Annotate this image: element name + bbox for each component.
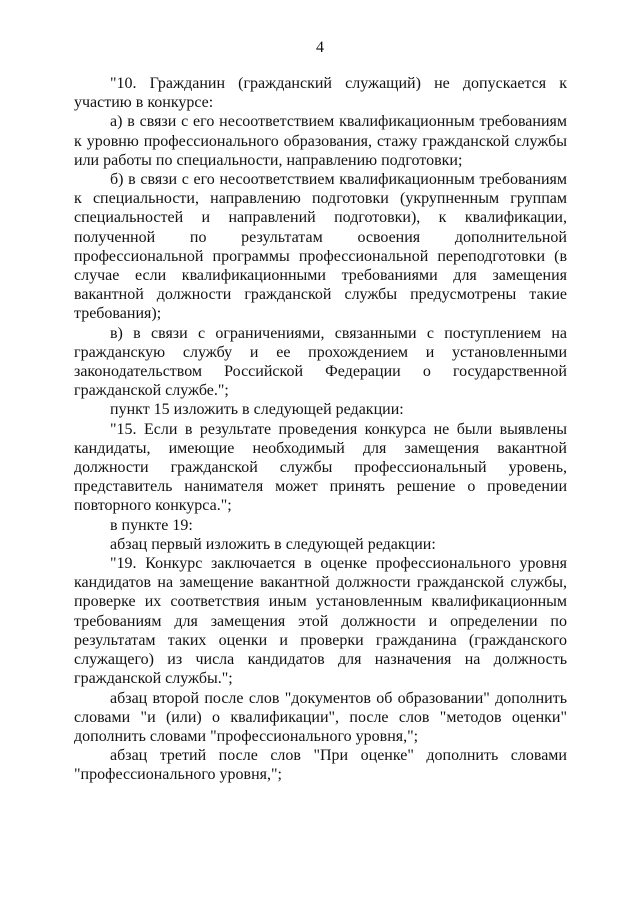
paragraph-instruction-19-second: абзац второй после слов "документов об образовании" дополнить словами "и (или) о квалификации", после слов "методов оценки" дополнить словами "профессионального уровня,";	[74, 689, 567, 745]
paragraph-instruction-19-first: абзац первый изложить в следующей редакции:	[110, 535, 436, 553]
paragraph-item-19: "19. Конкурс заключается в оценке профессионального уровня кандидатов на замещение вакантной должности гражданской службы, проверке их соответствия иным установленным квалификационным требованиям для замещения этой должности и определении по результатам таких оценки и проверки гражданина (гражданского служащего) из числа кандидатов для назначения на должность гражданской службы.";	[74, 555, 567, 688]
page-number: 4	[316, 39, 324, 56]
paragraph-instruction-15: пункт 15 изложить в следующей редакции:	[110, 401, 404, 419]
paragraph-subitem-b: б) в связи с его несоответствием квалификационным требованиям к специальности, направлению подготовки (укрупненным группам специальностей и направлений подготовки), к квалификации, полученной по результатам освоения дополнительной профессиональной программы профессиональной переподготовки (в случае если квалификационными требованиями для замещения вакантной должности гражданской службы предусмотрены такие требования);	[74, 171, 567, 323]
paragraph-subitem-a: а) в связи с его несоответствием квалификационным требованиям к уровню профессионального образования, стажу гражданской службы или работы по специальности, направлению подготовки;	[74, 113, 567, 169]
paragraph-instruction-19-third: абзац третий после слов "При оценке" дополнить словами "профессионального уровня,";	[74, 747, 567, 784]
paragraph-item-15: "15. Если в результате проведения конкурса не были выявлены кандидаты, имеющие необходимый для замещения вакантной должности гражданской службы профессиональный уровень, представитель нанимателя может принять решение о проведении повторного конкурса.";	[74, 420, 567, 515]
paragraph-instruction-19: в пункте 19:	[110, 516, 193, 534]
document-body	[74, 74, 567, 785]
paragraph-item-10: "10. Гражданин (гражданский служащий) не допускается к участию в конкурсе:	[74, 75, 567, 112]
paragraph-subitem-v: в) в связи с ограничениями, связанными с поступлением на гражданскую службу и ее прохождением и установленными законодательством Российской Федерации о государственной гражданской службе.";	[74, 324, 567, 400]
